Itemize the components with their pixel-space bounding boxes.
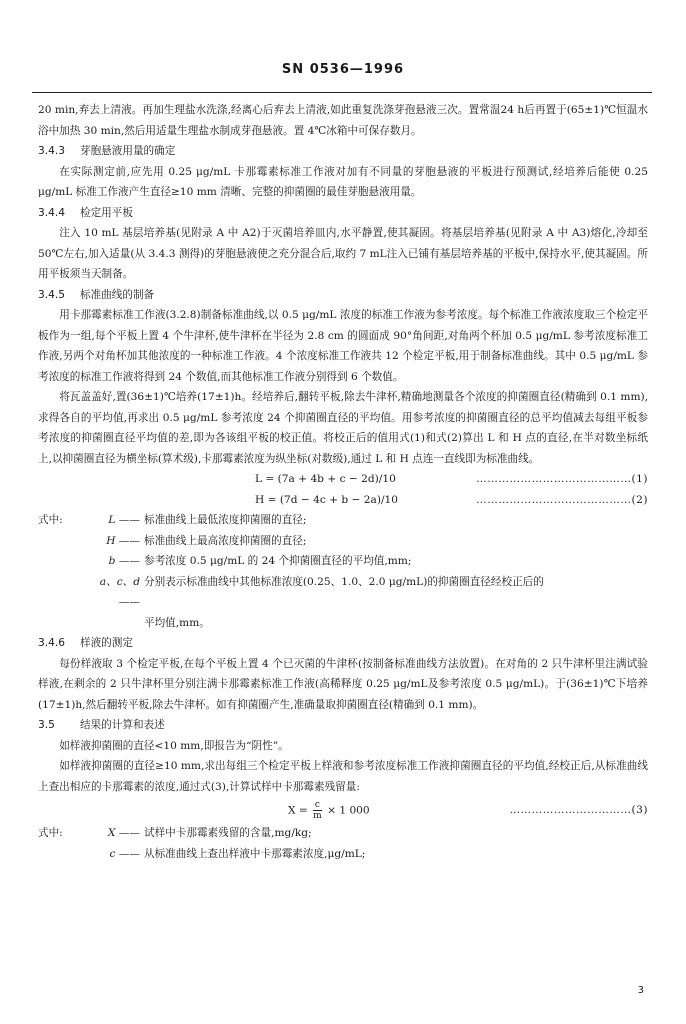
formula-expression: H = (7d − 4c + b − 2a)/10 xyxy=(255,493,399,506)
symbol-definitions xyxy=(38,510,648,633)
symbol-description: 标准曲线上最低浓度抑菌圈的直径; xyxy=(144,514,307,526)
definition-row xyxy=(38,510,648,531)
section-number: 3.4.5 xyxy=(38,288,65,301)
section-heading-3-4-6 xyxy=(38,633,648,654)
paragraph: 将瓦盖盖好,置(36±1)℃培养(17±1)h。经培养后,翻转平板,除去牛津杯,精确地测量各个浓度的抑菌圈直径(精确到 0.1 mm),求得各自的平均值,再求出 0.5 μg/mL 参考浓度 24 个抑菌圈直径的平均值。用参考浓度的抑菌圈直径的总平均值减去每组平板参考浓度的抑菌圈直径平均值的差,即为各该组平板的校正值。将校正后的值用式(1)和式(2)算出 L 和 H 点的直径,在半对数坐标纸上,以抑菌圈直径为横坐标(算术级),卡那霉素浓度为纵坐标(对数级),通过 L 和 H 点连一直线即为标准曲线。 xyxy=(38,391,648,465)
section-title: 标准曲线的制备 xyxy=(80,288,155,301)
symbol: L —— xyxy=(108,514,140,526)
paragraph: 注入 10 mL 基层培养基(见附录 A 中 A2)于灭菌培养皿内,水平静置,使其凝固。将基层培养基(见附录 A 中 A3)熔化,冷却至 50℃左右,加入适量(从 3.4.3 测得)的芽胞悬液使之充分混合后,取约 7 mL注入已铺有基层培养基的平板中,保持水平,使其凝固。所用平板须当天制备。 xyxy=(38,227,648,280)
paragraph: 用卡那霉素标准工作液(3.2.8)制备标准曲线,以 0.5 μg/mL 浓度的标准工作液为参考浓度。每个标准工作液浓度取三个检定平板作为一组,每个平板上置 4 个牛津杯,使牛津杯在半径为 2.8 cm 的圆面成 90°角间距,对角两个杯加 0.5 μg/mL 参考浓度标准工作液,另两个对角杯加其他浓度的一种标准工作液。4 个浓度标准工作液共 12 个检定平板,用于制备标准曲线。其中 0.5 μg/mL 参考浓度的标准工作液将得到 24 个数值,而其他标准工作液分别得到 6 个数值。 xyxy=(38,309,648,383)
paragraph: 在实际测定前,应先用 0.25 μg/mL 卡那霉素标准工作液对加有不同量的芽胞悬液的平板进行预测试,经培养后能使 0.25 μg/mL 标准工作液产生直径≥10 mm 清晰、完整的抑菌圈的最佳芽胞悬液用量。 xyxy=(38,165,648,198)
symbol: X —— xyxy=(107,827,140,839)
formula-number: ……………………………………(1) xyxy=(476,473,648,485)
section-heading-3-4-3 xyxy=(38,141,648,162)
definition-row xyxy=(38,572,648,613)
formula-expression xyxy=(288,800,370,821)
symbol-description: 标准曲线上最高浓度抑菌圈的直径; xyxy=(144,534,307,547)
definition-row xyxy=(38,823,648,844)
definition-row xyxy=(38,551,648,572)
formula-number: ……………………………………(2) xyxy=(476,493,648,506)
symbol: a、c、d —— xyxy=(99,575,140,608)
formula-1 xyxy=(38,469,648,490)
definition-continuation: 平均值,mm。 xyxy=(144,616,210,629)
fraction xyxy=(313,800,322,821)
fraction-numerator: c xyxy=(314,800,320,810)
section-number: 3.4.4 xyxy=(38,206,65,219)
paragraph: 如样液抑菌圈的直径<10 mm,即报告为“阴性”。 xyxy=(59,739,289,752)
definition-row xyxy=(38,531,648,552)
symbol-description: 试样中卡那霉素残留的含量,mg/kg; xyxy=(144,827,312,839)
section-number: 3.5 xyxy=(38,719,55,731)
formula-lhs: X = xyxy=(288,804,308,817)
symbol-definitions xyxy=(38,823,648,864)
section-title: 检定用平板 xyxy=(80,206,133,219)
formula-expression: L = (7a + 4b + c − 2d)/10 xyxy=(255,473,396,485)
paragraph: 每份样液取 3 个检定平板,在每个平板上置 4 个已灭菌的牛津杯(按制备标准曲线方法放置)。在对角的 2 只牛津杯里注满试验样液,在剩余的 2 只牛津杯里分别注满卡那霉素标准工作液(高稀释度 0.25 μg/mL及参考浓度 0.5 μg/mL)。于(36±1)℃下培养(17±1)h,然后翻转平板,除去牛津杯。如有抑菌圈产生,准确量取抑菌圈直径(精确到 0.1 mm)。 xyxy=(38,657,648,711)
section-heading-3-5 xyxy=(38,715,648,736)
body-text xyxy=(38,100,648,864)
section-title: 结果的计算和表述 xyxy=(80,719,165,731)
symbol: b —— xyxy=(108,555,140,567)
formula-3 xyxy=(38,797,648,823)
symbol-description: 从标准曲线上查出样液中卡那霉素浓度,μg/mL; xyxy=(144,847,366,860)
page-number: 3 xyxy=(637,985,644,996)
definition-row xyxy=(38,844,648,865)
symbol-description: 分别表示标准曲线中其他标准浓度(0.25、1.0、2.0 μg/mL)的抑菌圈直径经校正后的 xyxy=(144,575,544,588)
section-title: 样液的测定 xyxy=(80,637,133,649)
where-label: 式中: xyxy=(38,827,63,839)
section-heading-3-4-4 xyxy=(38,203,648,224)
symbol-description: 参考浓度 0.5 μg/mL 的 24 个抑菌圈直径的平均值,mm; xyxy=(144,555,412,567)
formula-rhs: × 1 000 xyxy=(327,804,370,817)
symbol: H —— xyxy=(106,534,140,547)
formula-2 xyxy=(38,490,648,511)
section-title: 芽胞悬液用量的确定 xyxy=(80,145,176,157)
section-number: 3.4.3 xyxy=(38,145,65,157)
section-heading-3-4-5 xyxy=(38,285,648,306)
standard-number: SN 0536—1996 xyxy=(281,62,405,77)
paragraph: 如样液抑菌圈的直径≥10 mm,求出每组三个检定平板上样液和参考浓度标准工作液抑菌圈直径的平均值,经校正后,从标准曲线上查出相应的卡那霉素的浓度,通过式(3),计算试样中卡那霉素残留量: xyxy=(38,760,648,793)
paragraph-intro: 20 min,弃去上清液。再加生理盐水洗涤,经离心后弃去上清液,如此重复洗涤芽孢悬液三次。置常温24 h后再置于(65±1)℃恒温水浴中加热 30 min,然后用适量生理盐水制成芽孢悬液。置 4℃冰箱中可保存数月。 xyxy=(38,104,648,137)
where-label: 式中: xyxy=(38,514,63,526)
header-rule xyxy=(32,92,652,93)
fraction-denominator: m xyxy=(313,811,322,821)
formula-number: ……………………………(3) xyxy=(509,804,648,816)
symbol: c —— xyxy=(109,847,140,860)
section-number: 3.4.6 xyxy=(38,637,65,649)
